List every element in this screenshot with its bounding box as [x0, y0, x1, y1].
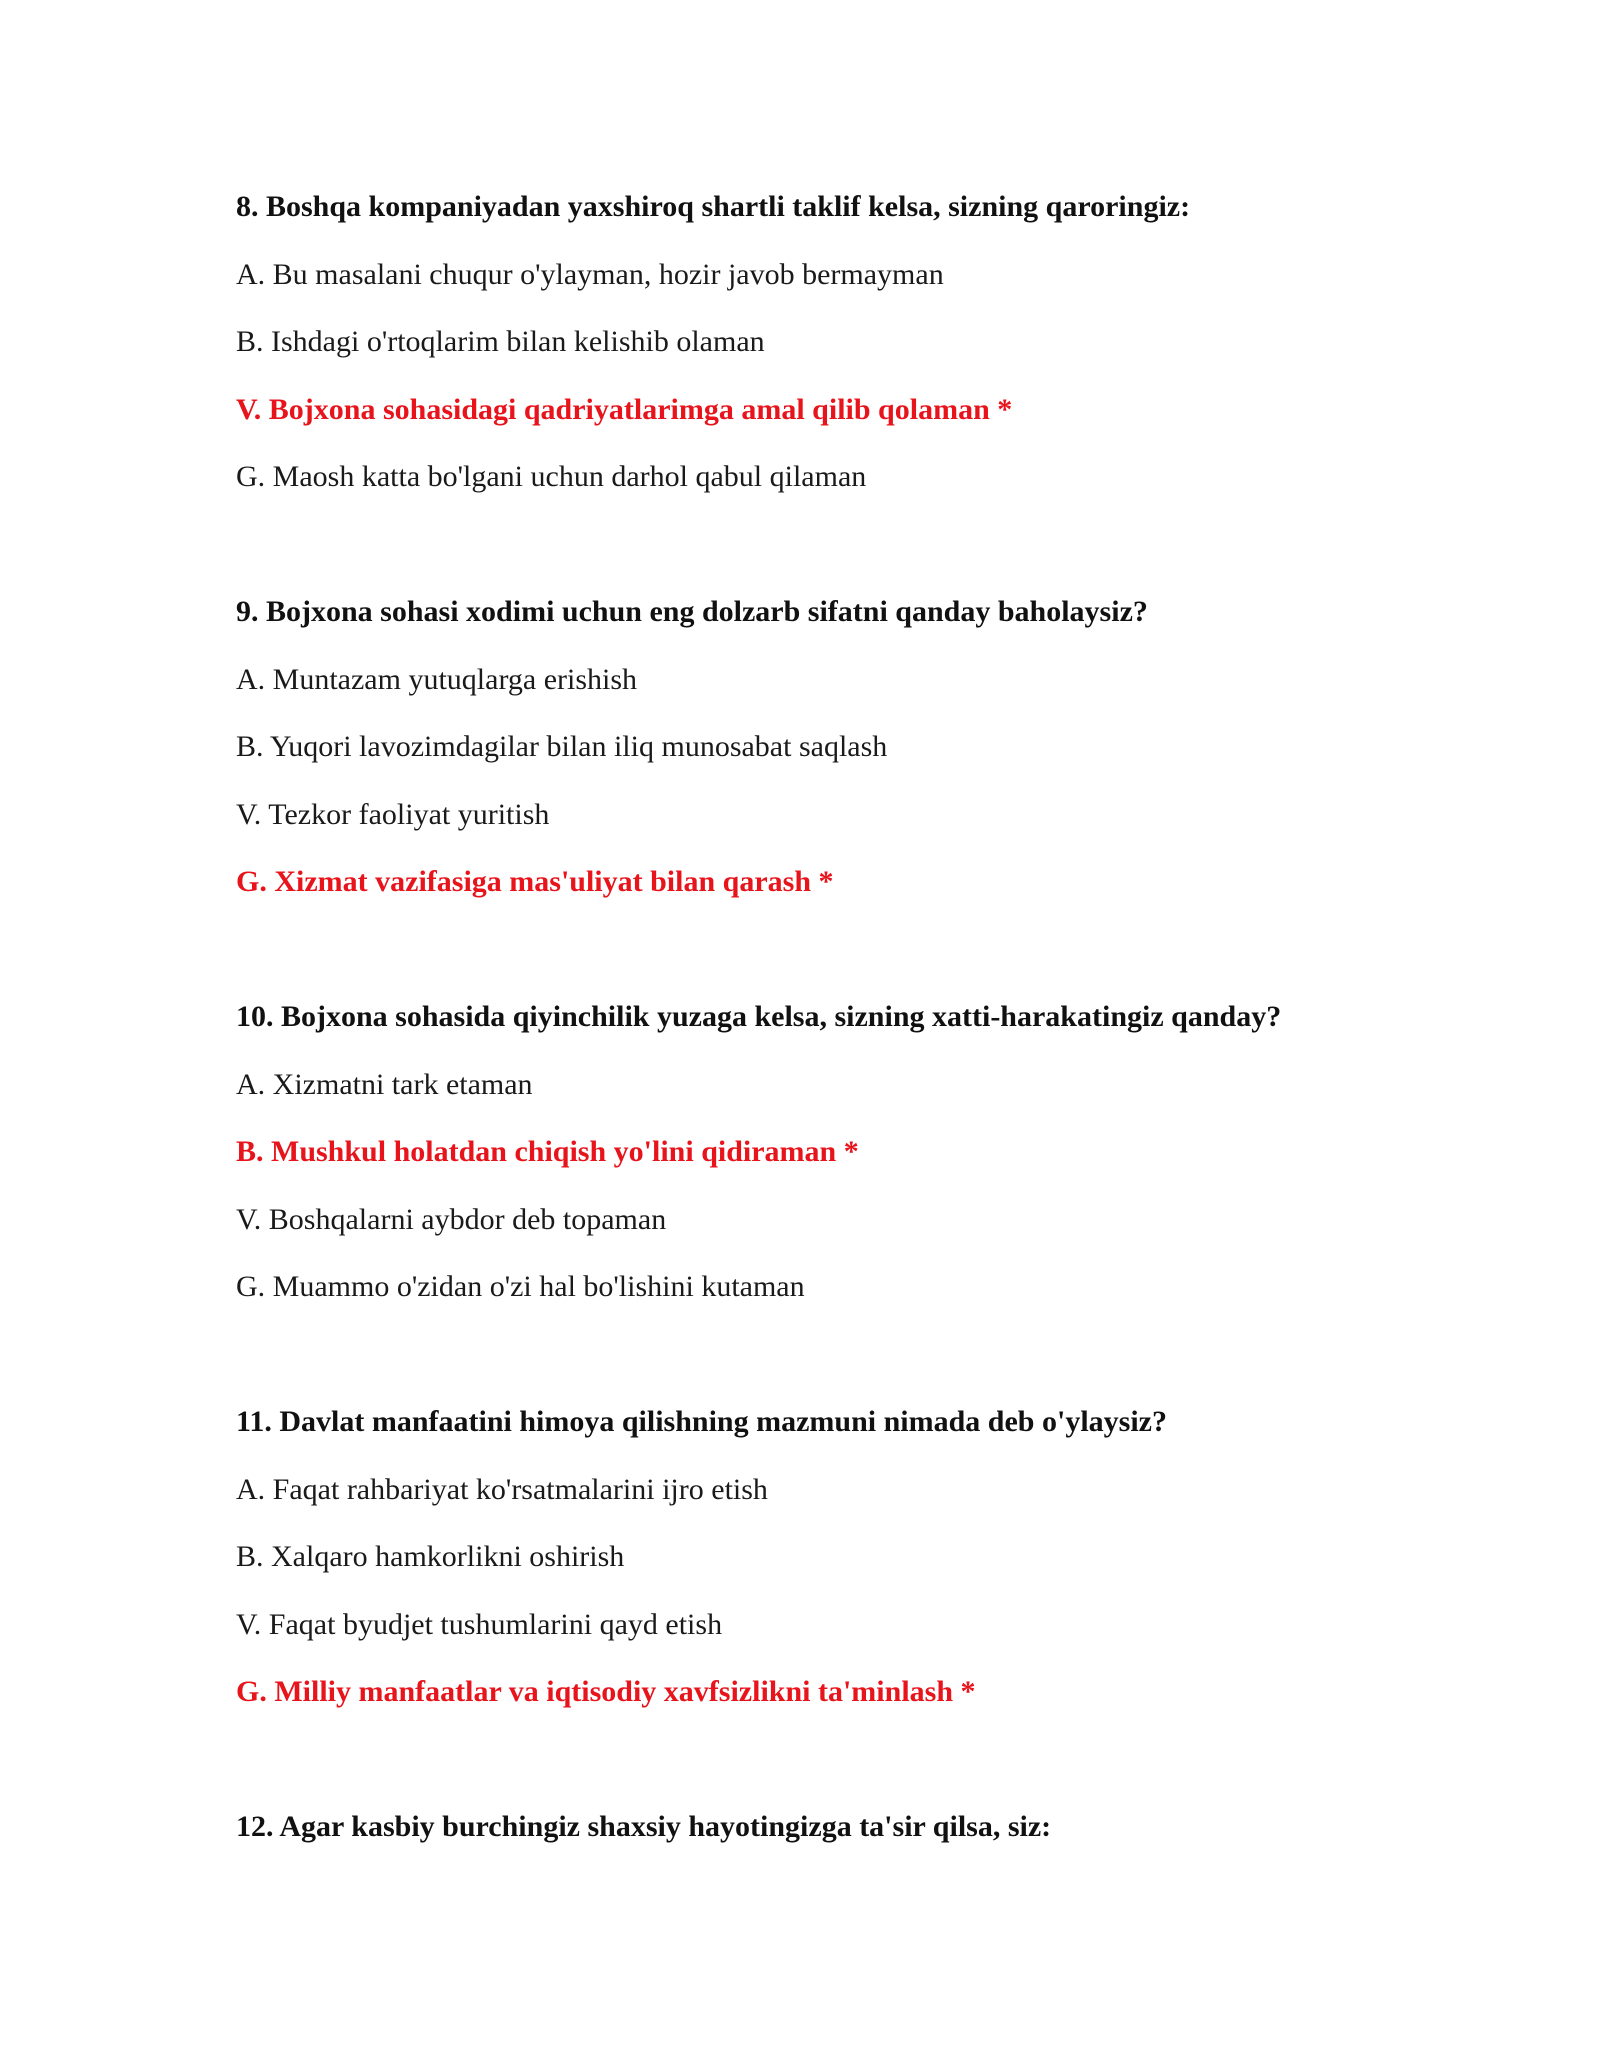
- question-9-option-g-correct: G. Xizmat vazifasiga mas'uliyat bilan qarash *: [236, 865, 834, 898]
- question-11: 11. Davlat manfaatini himoya qilishning mazmuni nimada deb o'ylaysiz?: [236, 1405, 1167, 1438]
- question-9-option-b: B. Yuqori lavozimdagilar bilan iliq munosabat saqlash: [236, 730, 888, 763]
- question-9-option-a: A. Muntazam yutuqlarga erishish: [236, 663, 638, 696]
- question-10-option-b-correct: B. Mushkul holatdan chiqish yo'lini qidiraman *: [236, 1135, 859, 1168]
- question-10-option-a: A. Xizmatni tark etaman: [236, 1068, 533, 1101]
- question-10-option-v: V. Boshqalarni aybdor deb topaman: [236, 1203, 667, 1236]
- question-8-option-v-correct: V. Bojxona sohasidagi qadriyatlarimga amal qilib qolaman *: [236, 393, 1013, 426]
- question-9: 9. Bojxona sohasi xodimi uchun eng dolzarb sifatni qanday baholaysiz?: [236, 595, 1148, 628]
- question-8-option-a: A. Bu masalani chuqur o'ylayman, hozir javob bermayman: [236, 258, 944, 291]
- question-11-option-g-correct: G. Milliy manfaatlar va iqtisodiy xavfsizlikni ta'minlash *: [236, 1675, 976, 1708]
- question-8: 8. Boshqa kompaniyadan yaxshiroq shartli taklif kelsa, sizning qaroringiz:: [236, 190, 1191, 223]
- question-9-option-v: V. Tezkor faoliyat yuritish: [236, 798, 550, 831]
- question-12: 12. Agar kasbiy burchingiz shaxsiy hayotingizga ta'sir qilsa, siz:: [236, 1810, 1052, 1843]
- question-8-option-g: G. Maosh katta bo'lgani uchun darhol qabul qilaman: [236, 460, 867, 493]
- question-11-option-a: A. Faqat rahbariyat ko'rsatmalarini ijro etish: [236, 1473, 768, 1506]
- question-11-option-v: V. Faqat byudjet tushumlarini qayd etish: [236, 1608, 723, 1641]
- question-11-option-b: B. Xalqaro hamkorlikni oshirish: [236, 1540, 625, 1573]
- question-10-option-g: G. Muammo o'zidan o'zi hal bo'lishini kutaman: [236, 1270, 805, 1303]
- question-8-option-b: B. Ishdagi o'rtoqlarim bilan kelishib olaman: [236, 325, 765, 358]
- question-10: 10. Bojxona sohasida qiyinchilik yuzaga kelsa, sizning xatti-harakatingiz qanday?: [236, 1000, 1282, 1033]
